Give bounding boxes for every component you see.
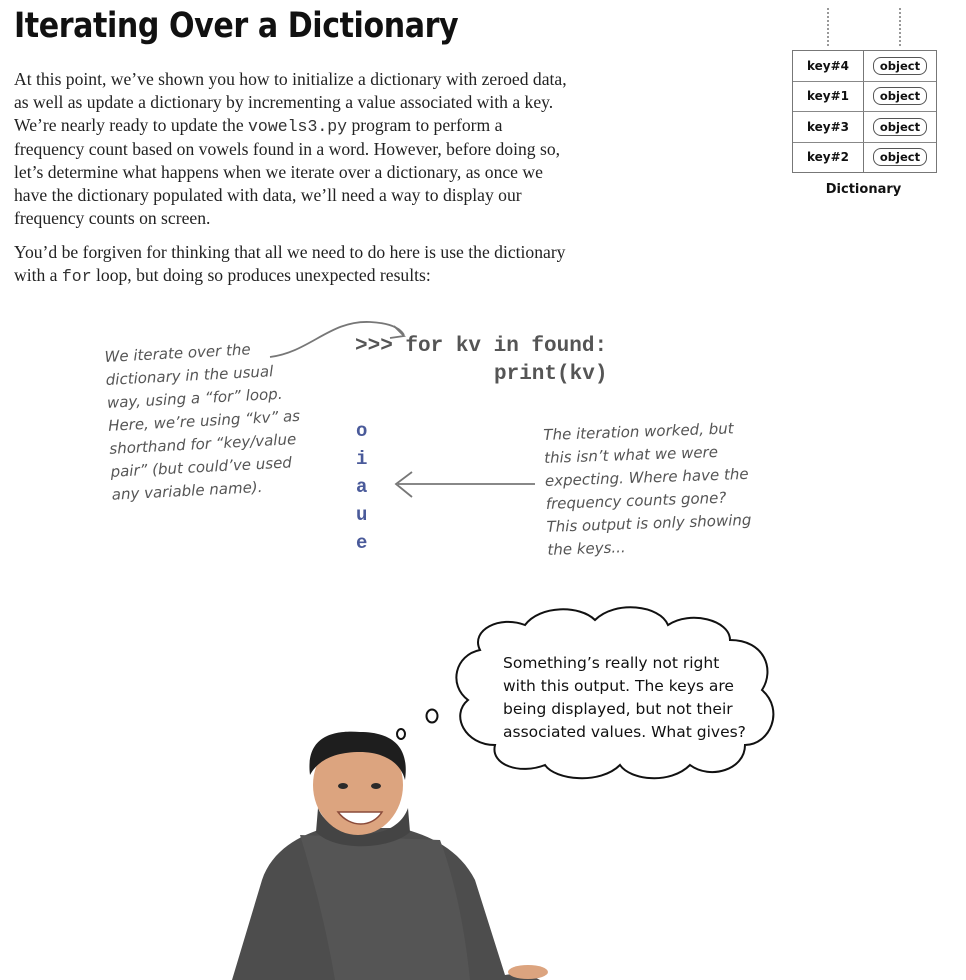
person-illustration <box>232 732 548 980</box>
paragraph-text: You’d be forgiven for thinking that all we need to do here is use the dictionary with a <box>14 242 566 285</box>
thought-text: Something’s really not right with this output. The keys are being displayed, but not their associated values. What gives? <box>503 654 746 741</box>
dictionary-key: key#1 <box>793 82 864 112</box>
code-line-1: >>> for kv in found: <box>355 335 608 358</box>
output-line: o <box>356 420 368 442</box>
paragraph-text: At this point, we’ve shown you how to initialize a dictionary with zeroed data, as well as update a dictionary by incrementing a value associated with a key. We’re nearly ready to update the <box>14 69 567 135</box>
dictionary-value: object <box>873 118 927 136</box>
output-line: a <box>356 476 368 498</box>
output-line: u <box>356 504 368 526</box>
inline-code: for <box>61 267 92 286</box>
dictionary-key: key#3 <box>793 112 864 142</box>
dictionary-key: key#4 <box>793 51 864 81</box>
annotation-right: The iteration worked, but this isn’t what we were expecting. Where have the frequency counts gone? This output is only showing the keys... <box>543 419 752 559</box>
code-line-2: print(kv) <box>494 363 608 386</box>
paragraph-text: program to perform a frequency count based on vowels found in a word. However, before doing so, let’s determine what happens when we iterate over a dictionary, as once we have the dictionary populated with data, we’ll need a way to display our frequency counts on screen. <box>14 115 561 228</box>
dictionary-value: object <box>873 148 927 166</box>
paragraph-text: loop, but doing so produces unexpected results: <box>91 265 431 285</box>
inline-code: vowels3.py <box>248 117 348 136</box>
dictionary-key: key#2 <box>793 143 864 173</box>
page-title: Iterating Over a Dictionary <box>14 6 459 46</box>
annotation-left: We iterate over the dictionary in the usual way, using a “for” loop. Here, we’re using “kv” as shorthand for “key/value pair” (but could’ve used any variable name). <box>104 340 301 504</box>
dictionary-label: Dictionary <box>825 182 902 197</box>
output-line: e <box>356 532 368 554</box>
dictionary-value: object <box>873 57 927 75</box>
dictionary-value: object <box>873 87 927 105</box>
output-line: i <box>356 448 368 470</box>
